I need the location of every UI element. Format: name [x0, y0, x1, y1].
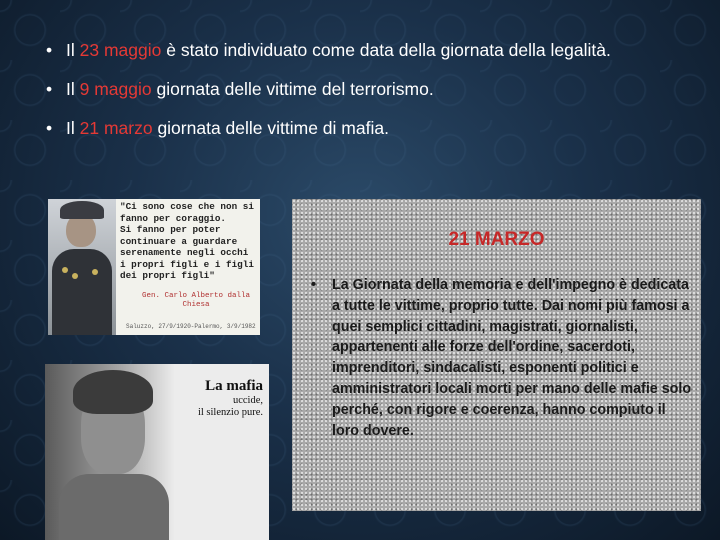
- panel-body: [311, 275, 693, 441]
- panel-title: 21 MARZO: [448, 229, 545, 250]
- medal-icon: [62, 267, 68, 273]
- bullet-item: [46, 77, 686, 101]
- caption-headline: La mafia: [205, 378, 263, 394]
- caption-line: uccide,: [232, 395, 263, 406]
- panel-paragraph: La Giornata della memoria e dell'impegno è dedicata a tutte le vittime, proprio tutte. Dai nomi più famosi a quei semplici cittadini, magistrati, giornalisti, appartenenti alle forze dell'ordine, sacerdoti, imprenditori, sindacalisti, esponenti politici e amministratori locali morti per mano delle mafie solo perché, con rigore e coerenza, hanno compiuto il loro dovere.: [332, 277, 692, 439]
- bullet-text-prefix: Il: [66, 79, 80, 99]
- bullet-dot: •: [46, 79, 53, 99]
- person-hair: [73, 370, 153, 414]
- bullet-dot: •: [46, 40, 53, 60]
- caption-line: il silenzio pure.: [197, 407, 263, 418]
- bullet-dot: •: [311, 277, 317, 293]
- highlighted-date: 9 maggio: [79, 79, 152, 99]
- bullet-item: [46, 38, 686, 62]
- dalla-chiesa-quote-image: [48, 199, 260, 335]
- military-cap: [60, 201, 104, 219]
- bullet-text: giornata delle vittime del terrorismo.: [151, 79, 434, 99]
- bullet-dot: •: [46, 118, 53, 138]
- highlighted-date: 21 marzo: [79, 118, 153, 138]
- bullet-item: [46, 116, 686, 140]
- bullet-list: [46, 38, 686, 155]
- medal-icon: [92, 269, 98, 275]
- quote-dates: Saluzzo, 27/9/1920-Palermo, 3/9/1982: [126, 323, 256, 330]
- bullet-text: giornata delle vittime di mafia.: [152, 118, 389, 138]
- highlighted-date: 23 maggio: [79, 40, 162, 60]
- medal-icon: [72, 273, 78, 279]
- person-shoulders: [59, 474, 169, 540]
- bullet-text-prefix: Il: [66, 40, 80, 60]
- bullet-text-prefix: Il: [66, 118, 80, 138]
- quote-signature: Gen. Carlo Alberto dalla Chiesa: [141, 292, 251, 309]
- image-caption: [198, 378, 263, 419]
- quote-text: "Ci sono cose che non si fanno per coraggio. Si fanno per poter continuare a guardare serenamente negli occhi i propri figli e i figli dei propri figli": [120, 201, 254, 281]
- general-portrait: [48, 199, 116, 335]
- info-panel: [292, 199, 701, 511]
- la-mafia-uccide-image: [45, 364, 269, 540]
- bullet-text: è stato individuato come data della giornata della legalità.: [161, 40, 611, 60]
